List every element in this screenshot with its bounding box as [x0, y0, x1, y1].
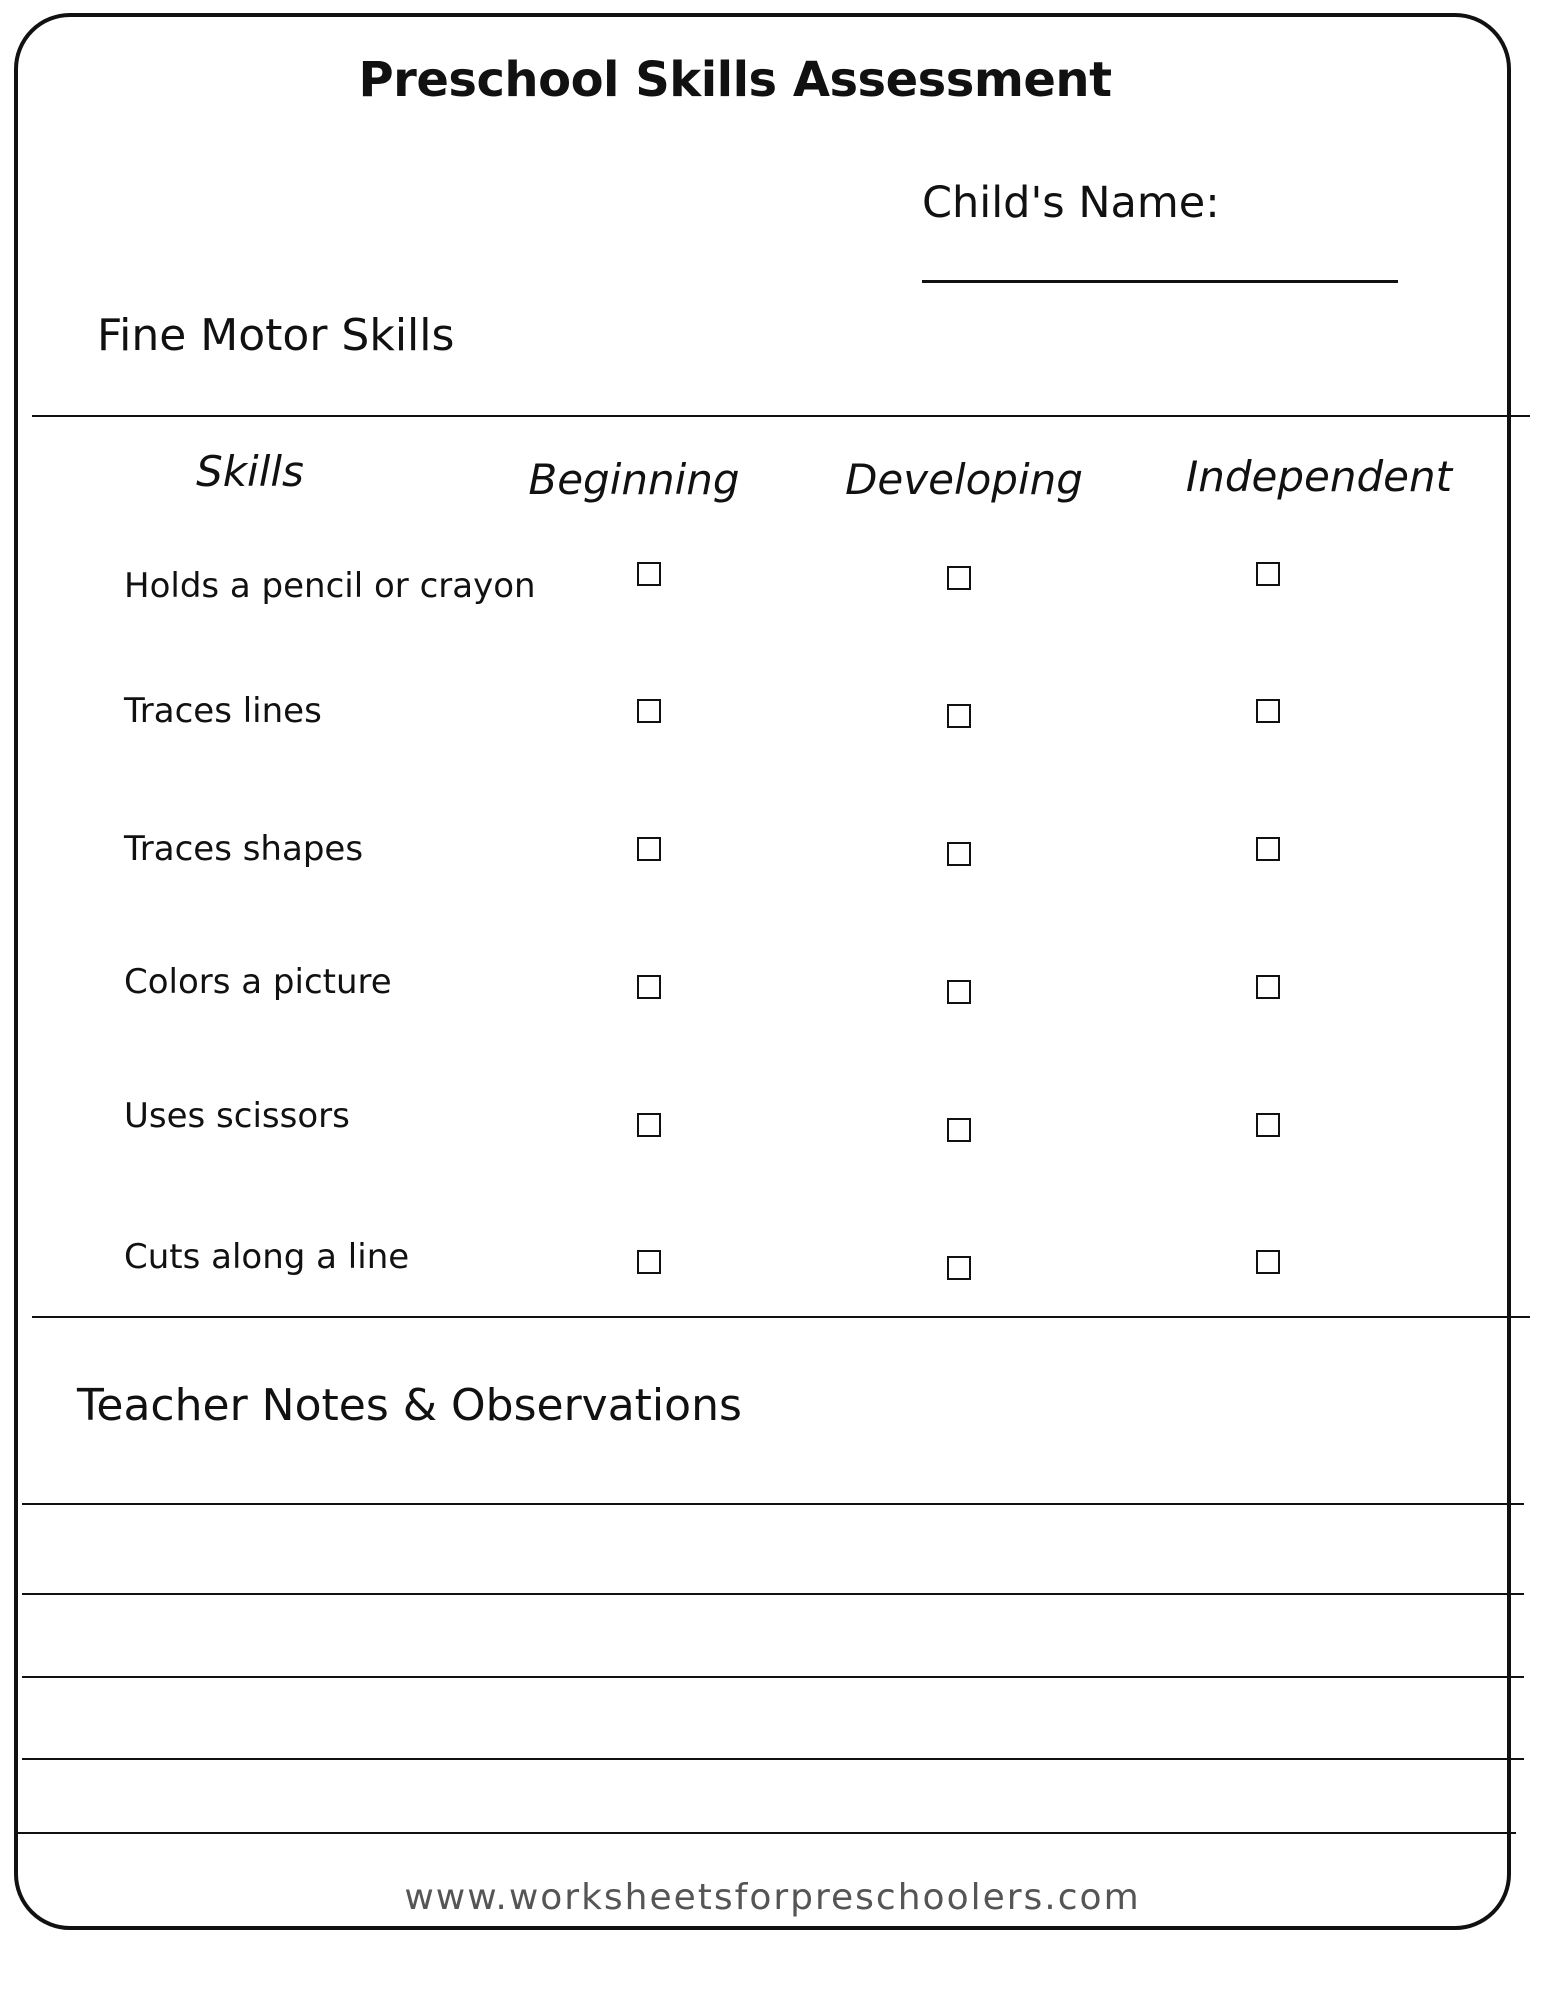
skill-label: Colors a picture [124, 962, 392, 1002]
footer-url: www.worksheetsforpreschoolers.com [404, 1877, 1141, 1918]
notes-title: Teacher Notes & Observations [77, 1380, 742, 1431]
checkbox-beginning[interactable] [637, 1250, 661, 1274]
checkbox-independent[interactable] [1256, 1250, 1280, 1274]
checkbox-beginning[interactable] [637, 699, 661, 723]
checkbox-beginning[interactable] [637, 562, 661, 586]
checkbox-independent[interactable] [1256, 837, 1280, 861]
checkbox-developing[interactable] [947, 1118, 971, 1142]
checkbox-independent[interactable] [1256, 1113, 1280, 1137]
skill-label: Traces lines [124, 691, 322, 731]
notes-line[interactable] [22, 1676, 1524, 1678]
checkbox-developing[interactable] [947, 980, 971, 1004]
checkbox-developing[interactable] [947, 704, 971, 728]
section-divider-top [32, 415, 1530, 417]
column-header-skills: Skills [196, 447, 304, 496]
notes-line[interactable] [22, 1503, 1524, 1505]
checkbox-beginning[interactable] [637, 1113, 661, 1137]
checkbox-independent[interactable] [1256, 562, 1280, 586]
skill-label: Cuts along a line [124, 1237, 410, 1277]
checkbox-independent[interactable] [1256, 699, 1280, 723]
skill-label: Holds a pencil or crayon [124, 566, 536, 606]
checkbox-developing[interactable] [947, 1256, 971, 1280]
notes-line[interactable] [22, 1593, 1524, 1595]
column-header-independent: Independent [1185, 452, 1453, 501]
notes-line[interactable] [22, 1758, 1524, 1760]
child-name-field[interactable] [922, 280, 1398, 283]
page-title: Preschool Skills Assessment [358, 52, 1112, 108]
notes-line[interactable] [14, 1832, 1516, 1834]
skill-label: Uses scissors [124, 1096, 350, 1136]
checkbox-beginning[interactable] [637, 837, 661, 861]
column-header-developing: Developing [845, 455, 1083, 504]
checkbox-independent[interactable] [1256, 975, 1280, 999]
checkbox-developing[interactable] [947, 842, 971, 866]
checkbox-developing[interactable] [947, 566, 971, 590]
column-header-beginning: Beginning [528, 455, 740, 504]
skill-label: Traces shapes [124, 829, 364, 869]
checkbox-beginning[interactable] [637, 975, 661, 999]
child-name-label: Child's Name: [922, 178, 1220, 228]
section-title: Fine Motor Skills [97, 310, 455, 361]
section-divider-bottom [32, 1316, 1530, 1318]
